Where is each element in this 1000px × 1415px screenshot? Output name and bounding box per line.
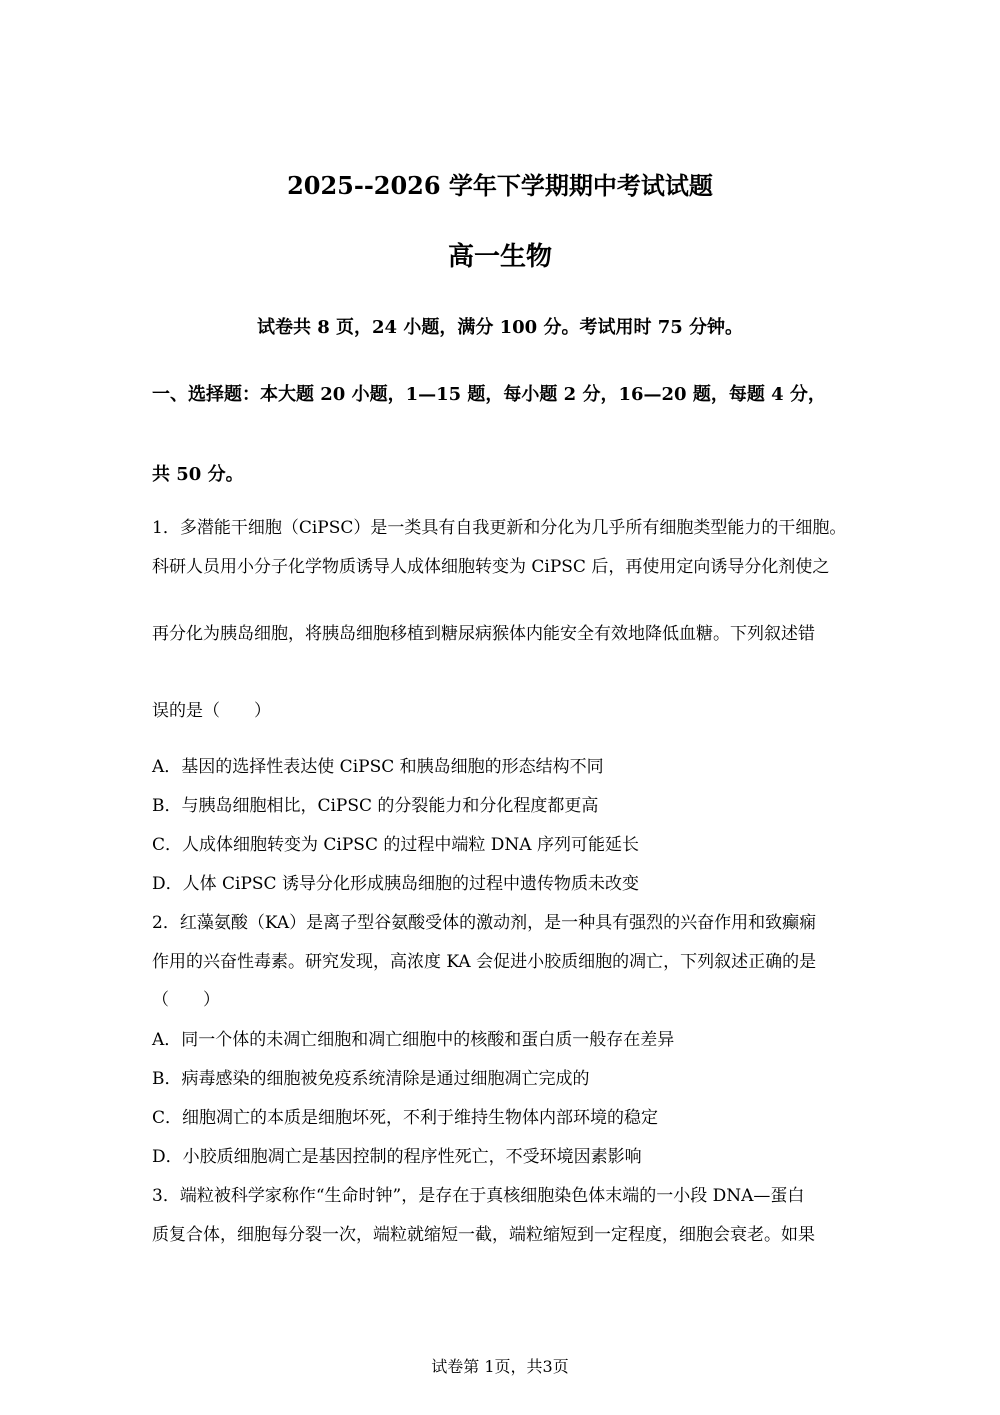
subject-title: 高一生物 (447, 242, 552, 272)
section-heading-line-2: 共 50 分。 (152, 464, 244, 485)
question-1-stem-line-3: 再分化为胰岛细胞，将胰岛细胞移植到糖尿病猴体内能安全有效地降低血糖。下列叙述错 (152, 624, 815, 644)
question-2-stem-line-2: 作用的兴奋性毒素。研究发现，高浓度 KA 会促进小胶质细胞的凋亡，下列叙述正确的是 (152, 952, 817, 972)
question-1-stem-line-2: 科研人员用小分子化学物质诱导人成体细胞转变为 CiPSC 后，再使用定向诱导分化剂使之 (152, 557, 830, 577)
question-2-option-a: A．同一个体的未凋亡细胞和凋亡细胞中的核酸和蛋白质一般存在差异 (152, 1030, 675, 1050)
question-1-option-c: C．人成体细胞转变为 CiPSC 的过程中端粒 DNA 序列可能延长 (152, 835, 639, 855)
question-2-option-c: C．细胞凋亡的本质是细胞坏死，不利于维持生物体内部环境的稳定 (152, 1108, 659, 1128)
question-1-option-b: B．与胰岛细胞相比，CiPSC 的分裂能力和分化程度都更高 (152, 796, 599, 816)
section-heading-line-1: 一、选择题：本大题 20 小题，1—15 题，每小题 2 分，16—20 题，每题 4 分， (152, 384, 826, 405)
question-1-option-a: A．基因的选择性表达使 CiPSC 和胰岛细胞的形态结构不同 (152, 757, 604, 777)
exam-note: 试卷共 8 页，24 小题，满分 100 分。考试用时 75 分钟。 (256, 317, 744, 338)
question-2-option-b: B．病毒感染的细胞被免疫系统清除是通过细胞凋亡完成的 (152, 1069, 590, 1089)
question-1-option-d: D．人体 CiPSC 诱导分化形成胰岛细胞的过程中遗传物质未改变 (152, 874, 639, 894)
question-2-stem-line-1: 2．红藻氨酸（KA）是离子型谷氨酸受体的激动剂，是一种具有强烈的兴奋作用和致癫痫 (152, 913, 817, 933)
question-3-stem-line-1: 3．端粒被科学家称作“生命时钟”，是存在于真核细胞染色体末端的一小段 DNA—蛋白 (152, 1186, 805, 1206)
question-1-stem-line-1: 1．多潜能干细胞（CiPSC）是一类具有自我更新和分化为几乎所有细胞类型能力的干细胞。 (152, 518, 847, 538)
page-footer: 试卷第 1页，共3页 (431, 1357, 569, 1376)
question-3-stem-line-2: 质复合体，细胞每分裂一次，端粒就缩短一截，端粒缩短到一定程度，细胞会衰老。如果 (152, 1225, 815, 1245)
question-1-stem-line-4: 误的是（ ） (152, 701, 271, 721)
question-2-stem-line-3: （ ） (152, 990, 220, 1010)
question-2-option-d: D．小胶质细胞凋亡是基因控制的程序性死亡，不受环境因素影响 (152, 1147, 642, 1167)
exam-title: 2025--2026 学年下学期期中考试试题 (287, 171, 713, 200)
